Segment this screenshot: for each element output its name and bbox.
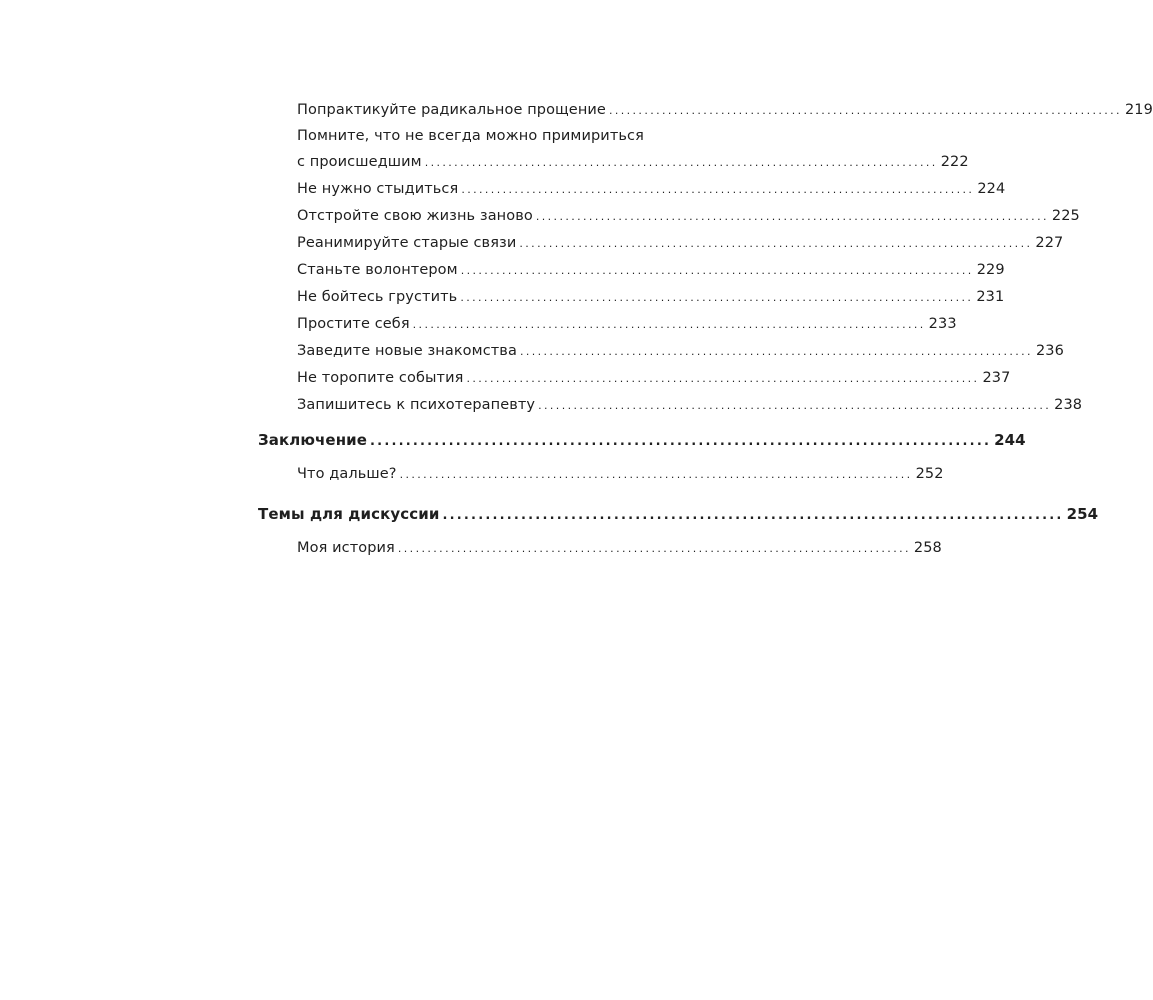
- toc-entry-title: Заведите новые знакомства: [297, 343, 517, 359]
- dot-leader: .......................................................................................: [538, 399, 1052, 412]
- toc-entry-page: 237: [982, 370, 1011, 386]
- dot-leader: .......................................................................................: [466, 372, 980, 385]
- toc-entry-page: 222: [940, 154, 969, 170]
- toc-entry: [258, 365, 1011, 392]
- toc-entry-title: Простите себя: [297, 316, 410, 332]
- toc-entry-title: Реанимируйте старые связи: [297, 235, 517, 251]
- toc-entry: [258, 284, 1005, 311]
- dot-leader: .......................................................................................: [535, 210, 1049, 223]
- dot-leader: .......................................................................................: [442, 508, 1064, 523]
- toc-entry-title: Отстройте свою жизнь заново: [297, 208, 533, 224]
- toc-entry-page: 238: [1054, 397, 1083, 413]
- toc-entry: [258, 230, 1064, 257]
- toc-entry-title: Запишитесь к психотерапевту: [297, 397, 536, 413]
- toc-entry-page: 233: [928, 316, 957, 332]
- toc-entry: [258, 311, 957, 338]
- toc-entry-title: Не бойтесь грустить: [297, 289, 458, 305]
- toc-entry: [258, 392, 1083, 419]
- toc-entry-page: 224: [977, 181, 1006, 197]
- dot-leader: .......................................................................................: [424, 156, 938, 169]
- toc-entry: [258, 176, 1006, 203]
- toc-entry-page: 231: [976, 289, 1005, 305]
- dot-leader: .......................................................................................: [412, 318, 926, 331]
- toc-chapter-entry: [258, 427, 1026, 455]
- dot-leader: .......................................................................................: [460, 291, 974, 304]
- toc-entry-page: 229: [976, 262, 1005, 278]
- table-of-contents: [258, 97, 1153, 562]
- toc-entry: [258, 535, 942, 562]
- toc-entry-title: Что дальше?: [297, 466, 397, 482]
- toc-entry-title: Не нужно стыдиться: [297, 181, 459, 197]
- toc-entry-page: 227: [1035, 235, 1064, 251]
- toc-entry: [258, 461, 944, 488]
- dot-leader: .......................................................................................: [399, 468, 913, 481]
- toc-entry-line2: [297, 149, 969, 176]
- dot-leader: .......................................................................................: [461, 183, 975, 196]
- toc-chapter-title: Темы для дискуссии: [258, 505, 440, 523]
- toc-entry-title: Попрактикуйте радикальное прощение: [297, 102, 606, 118]
- toc-entry-page: 258: [913, 540, 942, 556]
- toc-entry-title: Не торопите события: [297, 370, 464, 386]
- toc-entry-title-line1: Помните, что не всегда можно примириться: [297, 128, 644, 144]
- toc-entry-page: 225: [1051, 208, 1080, 224]
- toc-entry: [258, 97, 1153, 124]
- dot-leader: .......................................................................................: [519, 237, 1033, 250]
- dot-leader: .......................................................................................: [519, 345, 1033, 358]
- toc-entry: [258, 124, 969, 176]
- dot-leader: .......................................................................................: [460, 264, 974, 277]
- toc-entry: [258, 338, 1064, 365]
- toc-entry: [258, 257, 1005, 284]
- toc-entry-page: 252: [915, 466, 944, 482]
- toc-entry-page: 219: [1124, 102, 1153, 118]
- toc-entry-title: Станьте волонтером: [297, 262, 458, 278]
- toc-chapter-page: 254: [1066, 505, 1099, 523]
- toc-entry: [258, 203, 1080, 230]
- dot-leader: .......................................................................................: [608, 104, 1122, 117]
- toc-chapter-page: 244: [994, 431, 1026, 449]
- toc-entry-title: Моя история: [297, 540, 395, 556]
- dot-leader: .......................................................................................: [370, 434, 992, 449]
- toc-chapter-entry: [258, 501, 1099, 529]
- dot-leader: .......................................................................................: [397, 542, 911, 555]
- toc-entry-title-line2: с происшедшим: [297, 154, 422, 170]
- toc-entry-page: 236: [1035, 343, 1064, 359]
- toc-chapter-title: Заключение: [258, 431, 368, 449]
